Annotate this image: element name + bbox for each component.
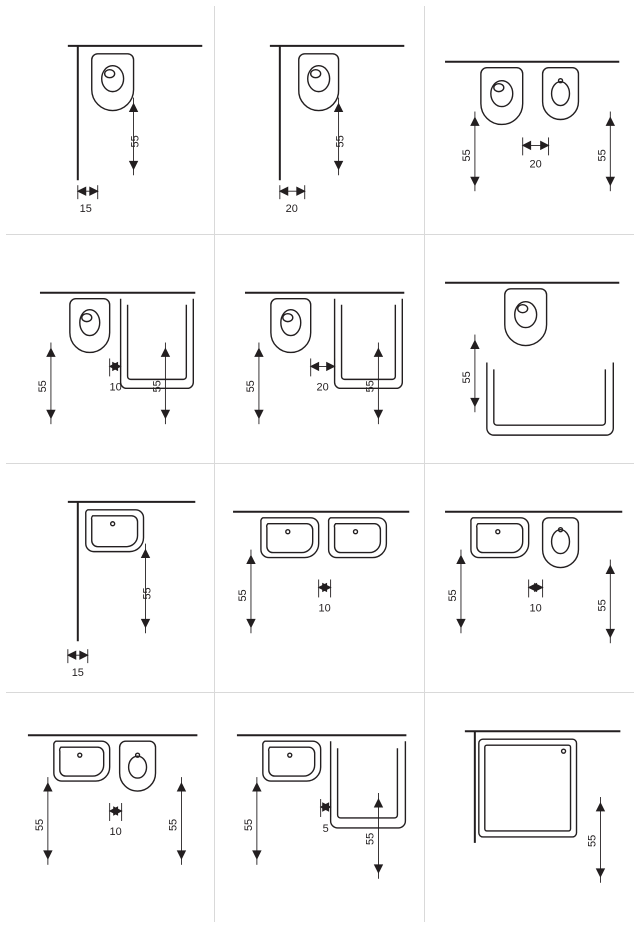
dim-label: 10 (318, 602, 332, 615)
dim-label: 15 (79, 203, 92, 216)
cell-washbasin-corner-15 (6, 464, 215, 693)
cell-wc-above-bathtub (425, 235, 634, 464)
dim-label: 55 (36, 380, 49, 393)
dim-label: 55 (141, 587, 154, 600)
dim-label: 55 (245, 380, 258, 393)
dim-label: 10 (109, 825, 122, 838)
dim-label: 55 (237, 589, 250, 602)
dim-label: 55 (460, 149, 473, 162)
dim-label: 20 (286, 203, 299, 216)
dim-label: 55 (33, 818, 46, 832)
dim-label: 55 (364, 832, 377, 845)
cell-wc-next-to-bathtub-20 (215, 235, 424, 464)
dim-label: 55 (151, 380, 164, 393)
dim-label: 55 (243, 818, 256, 832)
cell-wc-and-bidet-20 (425, 6, 634, 235)
dim-label: 20 (316, 381, 330, 394)
cell-washbasin-next-to-bathtub-5 (215, 693, 424, 922)
dim-label: 20 (529, 158, 542, 171)
dim-label: 10 (529, 602, 542, 615)
dim-label: 55 (595, 149, 608, 162)
dim-label: 55 (446, 589, 459, 602)
dim-label: 55 (595, 599, 608, 612)
dim-label: 15 (71, 667, 84, 680)
cell-wc-corner-15 (6, 6, 215, 235)
cell-double-washbasin-10 (215, 464, 424, 693)
dim-label: 55 (167, 818, 180, 832)
dim-label: 55 (129, 135, 142, 148)
dim-label: 55 (586, 834, 599, 847)
dim-label: 55 (364, 380, 377, 393)
dim-label: 10 (109, 381, 122, 394)
dim-label: 5 (322, 822, 330, 835)
cell-shower-corner (425, 693, 634, 922)
dim-label: 55 (334, 135, 347, 148)
cell-washbasin-and-wc-10 (6, 693, 215, 922)
cell-wc-next-to-bathtub-10 (6, 235, 215, 464)
dim-label: 55 (460, 371, 473, 384)
cell-wc-corner-20 (215, 6, 424, 235)
diagram-grid (6, 6, 634, 922)
cell-washbasin-and-bidet-10 (425, 464, 634, 693)
